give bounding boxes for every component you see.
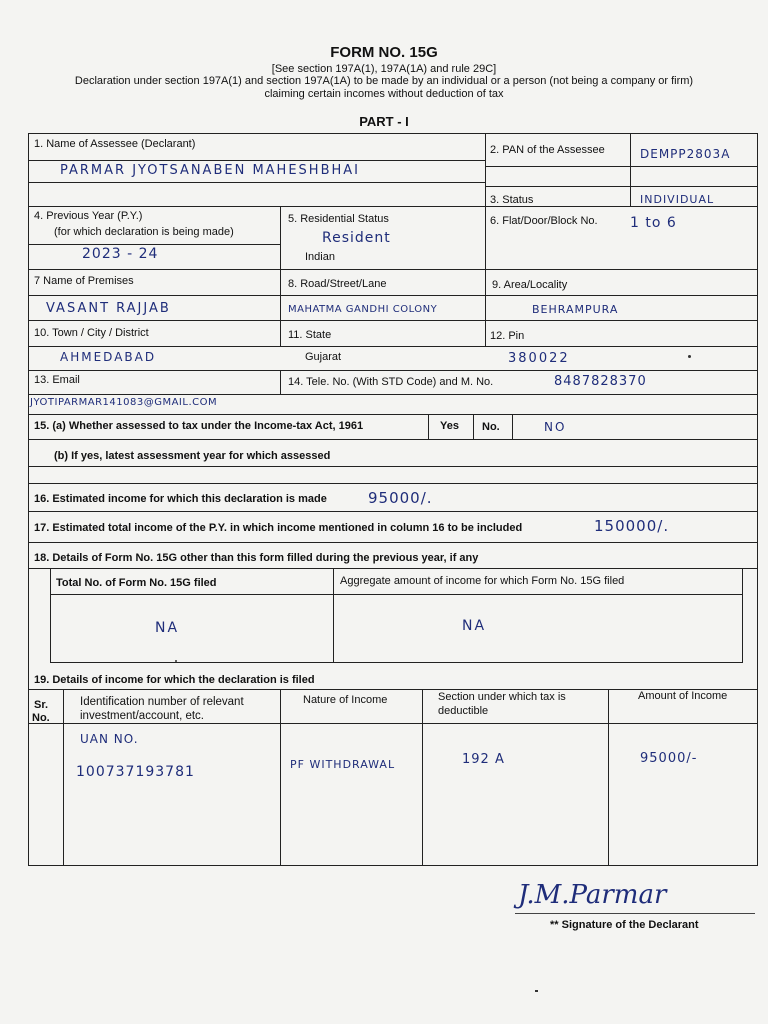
- header-nature-of-income: Nature of Income: [303, 694, 388, 706]
- table18-mid: [333, 568, 334, 663]
- label-state: 11. State: [288, 329, 332, 341]
- table18-left: [50, 568, 51, 663]
- col-divider-email: [280, 370, 281, 394]
- value-estimated-total-income[interactable]: 150000/.: [594, 517, 670, 535]
- col-divider-no: [473, 414, 474, 439]
- label-pan: 2. PAN of the Assessee: [490, 144, 605, 156]
- row-line: [28, 568, 758, 569]
- value-estimated-income[interactable]: 95000/.: [368, 489, 433, 507]
- row-line: [28, 439, 758, 440]
- value-forms-filed[interactable]: NA: [155, 620, 180, 636]
- col-divider-pan-value: [630, 133, 631, 207]
- stray-dot: [688, 355, 691, 358]
- value-previous-year[interactable]: 2023 - 24: [82, 246, 159, 262]
- label-area: 9. Area/Locality: [492, 279, 568, 291]
- col-divider-yes: [428, 414, 429, 439]
- label-town: 10. Town / City / District: [34, 327, 149, 339]
- table19-header-line: [28, 723, 758, 724]
- header-sr: Sr.: [34, 699, 49, 711]
- row-line: [28, 320, 758, 321]
- declaration-line-2: claiming certain incomes without deduction of tax: [264, 88, 504, 100]
- header-amount: Amount of Income: [638, 690, 728, 702]
- value-flat-no[interactable]: 1 to 6: [630, 215, 677, 231]
- value-premises[interactable]: VASANT RAJJAB: [46, 301, 171, 316]
- row-line: [28, 466, 758, 467]
- label-phone: 14. Tele. No. (With STD Code) and M. No.: [288, 376, 494, 388]
- border-bottom: [28, 865, 758, 866]
- col-divider-pan: [485, 133, 486, 207]
- row-line: [28, 414, 758, 415]
- table19-col-nature: [422, 689, 423, 865]
- header-section: Section under which tax is: [438, 691, 566, 703]
- label-premises: 7 Name of Premises: [34, 275, 134, 287]
- value-section[interactable]: 192 A: [462, 752, 505, 767]
- value-name[interactable]: PARMAR JYOTSANABEN MAHESHBHAI: [60, 163, 360, 178]
- value-aggregate-amount[interactable]: NA: [462, 618, 487, 634]
- label-total-forms-filed: Total No. of Form No. 15G filed: [56, 577, 217, 589]
- col-divider-no-value: [512, 414, 513, 439]
- label-assessed-to-tax: 15. (a) Whether assessed to tax under the Income-tax Act, 1961: [34, 420, 364, 432]
- value-pin[interactable]: 380022: [508, 351, 570, 366]
- header-section-2: deductible: [438, 705, 489, 717]
- row-line: [28, 542, 758, 543]
- row-line: [28, 346, 758, 347]
- border-top: [28, 133, 758, 134]
- row-line: [485, 186, 757, 187]
- label-previous-year: 4. Previous Year (P.Y.): [34, 210, 143, 222]
- header-identification-2: investment/account, etc.: [80, 710, 205, 722]
- row-line: [28, 295, 758, 296]
- value-nature-of-income[interactable]: PF WITHDRAWAL: [290, 758, 396, 771]
- label-estimated-total-income: 17. Estimated total income of the P.Y. in which income mentioned in column 16 to be included: [34, 522, 523, 534]
- row-line: [28, 269, 758, 270]
- row-line: [28, 370, 758, 371]
- border-right: [757, 133, 758, 866]
- row-line: [28, 244, 280, 245]
- label-signature: ** Signature of the Declarant: [550, 919, 699, 931]
- label-email: 13. Email: [34, 374, 80, 386]
- label-previous-year-note: (for which declaration is being made): [54, 226, 234, 238]
- label-pin: 12. Pin: [490, 330, 525, 342]
- value-status[interactable]: INDIVIDUAL: [640, 193, 715, 206]
- label-other-forms: 18. Details of Form No. 15G other than this form filled during the previous year, if any: [34, 552, 479, 564]
- part-heading: PART - I: [359, 114, 409, 129]
- value-id-number[interactable]: 100737193781: [76, 764, 195, 780]
- stray-dot: [535, 990, 538, 992]
- label-no: No.: [482, 421, 500, 433]
- signature-line: [515, 913, 755, 914]
- value-town[interactable]: AHMEDABAD: [60, 350, 157, 364]
- signature-handwritten: J.M.Parmar: [518, 880, 667, 910]
- value-residential-status[interactable]: Resident: [322, 230, 391, 246]
- table19-col-sr: [63, 689, 64, 865]
- label-flat-no: 6. Flat/Door/Block No.: [490, 215, 598, 227]
- value-amount[interactable]: 95000/-: [640, 751, 698, 766]
- row-line: [28, 511, 758, 512]
- table19-col-section: [608, 689, 609, 865]
- table18-right: [742, 568, 743, 663]
- table19-col-id: [280, 689, 281, 865]
- value-email[interactable]: JYOTIPARMAR141083@GMAIL.COM: [30, 397, 218, 408]
- value-state: Gujarat: [305, 351, 342, 363]
- form-subtitle: [See section 197A(1), 197A(1A) and rule 29C]: [271, 63, 497, 75]
- label-status: 3. Status: [490, 194, 534, 206]
- value-assessed[interactable]: NO: [544, 420, 567, 434]
- row-line: [485, 166, 757, 167]
- row-line: [28, 206, 758, 207]
- row-line: [28, 160, 485, 161]
- label-aggregate-amount: Aggregate amount of income for which Form No. 15G filed: [340, 575, 625, 587]
- label-income-details: 19. Details of income for which the declaration is filed: [34, 674, 315, 686]
- value-residential-status-printed: Indian: [305, 251, 335, 263]
- col-divider-2: [485, 206, 486, 346]
- label-estimated-income: 16. Estimated income for which this declaration is made: [34, 493, 327, 505]
- stray-dot: [175, 660, 177, 662]
- form-declaration: [0, 75, 768, 101]
- value-phone[interactable]: 8487828370: [554, 374, 647, 389]
- label-latest-assessment-year: (b) If yes, latest assessment year for which assessed: [54, 450, 331, 462]
- value-area[interactable]: BEHRAMPURA: [532, 303, 619, 316]
- form-title: FORM NO. 15G: [330, 44, 438, 61]
- row-line: [28, 483, 758, 484]
- border-left: [28, 133, 29, 866]
- label-yes: Yes: [440, 420, 459, 432]
- value-pan[interactable]: DEMPP2803A: [640, 147, 731, 161]
- table18-bottom: [50, 662, 742, 663]
- value-id-label[interactable]: UAN NO.: [80, 732, 139, 746]
- table18-header-line: [50, 594, 742, 595]
- label-residential-status: 5. Residential Status: [288, 213, 389, 225]
- header-identification: Identification number of relevant: [80, 696, 244, 708]
- header-no: No.: [32, 712, 50, 724]
- label-road: 8. Road/Street/Lane: [288, 278, 387, 290]
- row-line: [28, 394, 758, 395]
- declaration-line-1: Declaration under section 197A(1) and section 197A(1A) to be made by an individual or a person (not being a company or firm): [74, 75, 694, 87]
- row-line: [28, 182, 485, 183]
- label-name-of-assessee: 1. Name of Assessee (Declarant): [34, 138, 196, 150]
- value-road[interactable]: MAHATMA GANDHI COLONY: [288, 304, 438, 315]
- col-divider-1: [280, 206, 281, 346]
